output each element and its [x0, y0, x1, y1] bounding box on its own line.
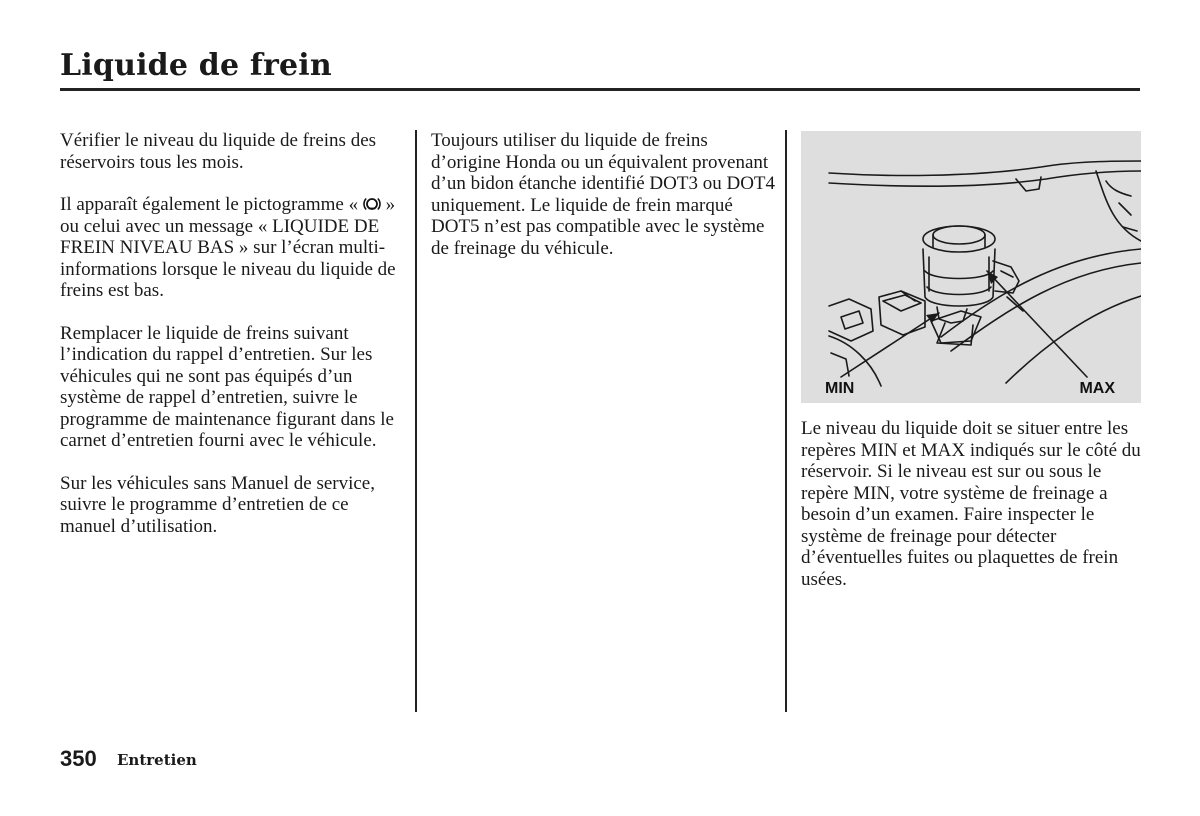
column-divider-1	[415, 130, 417, 712]
paragraph-warning-indicator	[60, 194, 405, 302]
reservoir-drawing	[801, 131, 1141, 403]
page-number: 350	[60, 746, 97, 771]
max-marker-label: MAX	[1079, 380, 1115, 397]
text-column-2	[431, 130, 776, 280]
page-title: Liquide de frein	[60, 48, 332, 83]
paragraph-replace-fluid: Remplacer le liquide de freins suivant l’indication du rappel d’entretien. Sur les véhicules qui ne sont pas équipés d’un système de rappel d’entretien, suivre le programme de maintenance figurant dans le carnet d’entretien fourni avec le véhicule.	[60, 322, 394, 451]
title-underline	[60, 88, 1140, 91]
text-column-1	[60, 130, 405, 558]
figure-caption-column	[801, 418, 1146, 611]
paragraph-check-level: Vérifier le niveau du liquide de freins des réservoirs tous les mois.	[60, 130, 377, 173]
figure-caption: Le niveau du liquide doit se situer entre les repères MIN et MAX indiqués sur le côté du réservoir. Si le niveau est sur ou sous le repère MIN, votre système de freinage a besoin d’un examen. Faire inspecter le système de freinage pour détecter d’éventuelles fuites ou plaquettes de frein usées.	[801, 418, 1141, 590]
brake-warning-icon	[363, 195, 381, 213]
min-marker-label: MIN	[825, 380, 855, 397]
warning-text-end: » ou celui avec un message « LIQUIDE DE FREIN NIVEAU BAS » sur l’écran multi-informations lorsque le niveau du liquide de freins est bas.	[60, 194, 396, 301]
section-name: Entretien	[117, 751, 197, 769]
paragraph-fluid-type: Toujours utiliser du liquide de freins d’origine Honda ou un équivalent provenant d’un bidon étanche identifié DOT3 ou DOT4 uniquement. Le liquide de frein marqué DOT5 n’est pas compatible avec le système de freinage du véhicule.	[431, 130, 776, 259]
brake-fluid-reservoir-illustration	[801, 131, 1141, 403]
warning-text-start: Il apparaît également le pictogramme «	[60, 194, 363, 215]
paragraph-no-service-manual: Sur les véhicules sans Manuel de service, suivre le programme d’entretien de ce manuel d’utilisation.	[60, 472, 375, 537]
column-divider-2	[785, 130, 787, 712]
